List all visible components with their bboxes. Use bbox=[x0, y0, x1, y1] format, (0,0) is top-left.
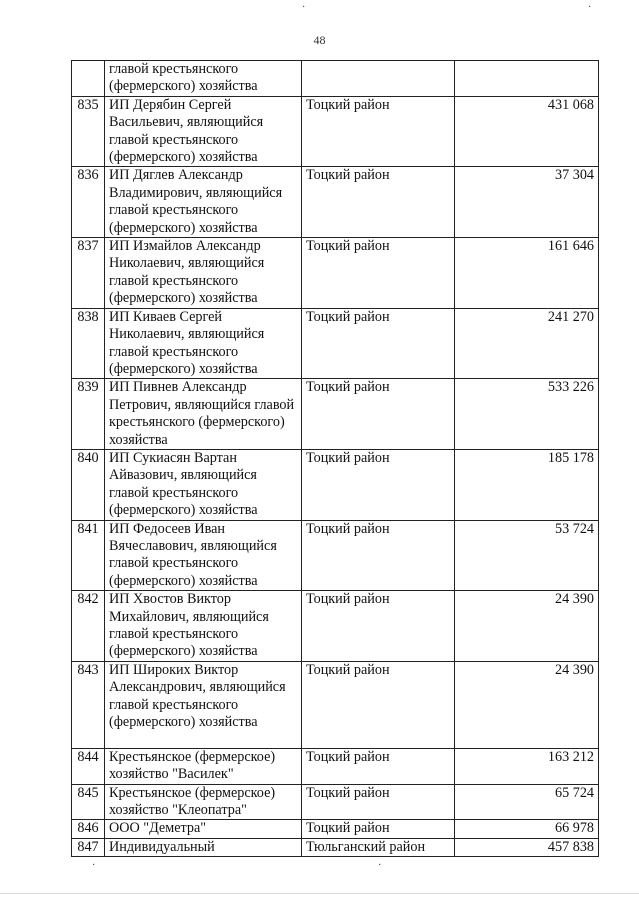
row-recipient-name: ИП Измайлов Александр Николаевич, являющийся главой крестьянского (фермерского) хозяйства bbox=[105, 238, 302, 309]
table-row bbox=[72, 379, 599, 450]
row-recipient-name: Индивидуальный bbox=[105, 838, 302, 856]
table-row bbox=[72, 61, 599, 97]
table-row bbox=[72, 308, 599, 379]
row-recipient-name: ИП Сукиасян Вартан Айвазович, являющийся главой крестьянского (фермерского) хозяйства bbox=[105, 449, 302, 520]
row-district: Тоцкий район bbox=[302, 661, 455, 748]
row-amount: 431 068 bbox=[455, 96, 599, 167]
table-row bbox=[72, 748, 599, 784]
row-amount: 24 390 bbox=[455, 591, 599, 662]
row-district: Тоцкий район bbox=[302, 820, 455, 838]
scan-edge-line bbox=[0, 893, 639, 894]
row-recipient-name: ИП Федосеев Иван Вячеславович, являющийся главой крестьянского (фермерского) хозяйства bbox=[105, 520, 302, 591]
row-recipient-name: ИП Дяглев Александр Владимирович, являющийся главой крестьянского (фермерского) хозяйства bbox=[105, 167, 302, 238]
row-number: 846 bbox=[72, 820, 105, 838]
row-district: Тюльганский район bbox=[302, 838, 455, 856]
row-number: 847 bbox=[72, 838, 105, 856]
row-district: Тоцкий район bbox=[302, 449, 455, 520]
row-amount: 163 212 bbox=[455, 748, 599, 784]
row-recipient-name: ИП Дерябин Сергей Васильевич, являющийся главой крестьянского (фермерского) хозяйства bbox=[105, 96, 302, 167]
scan-speck: · bbox=[92, 860, 96, 871]
scan-speck: · bbox=[588, 2, 592, 13]
row-number: 838 bbox=[72, 308, 105, 379]
row-district: Тоцкий район bbox=[302, 379, 455, 450]
table-row bbox=[72, 96, 599, 167]
row-district: Тоцкий район bbox=[302, 591, 455, 662]
table-row bbox=[72, 591, 599, 662]
row-recipient-name: ИП Широких Виктор Александрович, являющийся главой крестьянского (фермерского) хозяйства bbox=[105, 661, 302, 748]
registry-table bbox=[71, 60, 599, 857]
row-amount: 241 270 bbox=[455, 308, 599, 379]
row-district bbox=[302, 61, 455, 97]
row-district: Тоцкий район bbox=[302, 784, 455, 820]
row-recipient-name: ИП Хвостов Виктор Михайлович, являющийся главой крестьянского (фермерского) хозяйства bbox=[105, 591, 302, 662]
row-amount: 185 178 bbox=[455, 449, 599, 520]
row-district: Тоцкий район bbox=[302, 238, 455, 309]
row-amount: 533 226 bbox=[455, 379, 599, 450]
row-number: 835 bbox=[72, 96, 105, 167]
row-amount: 457 838 bbox=[455, 838, 599, 856]
row-district: Тоцкий район bbox=[302, 96, 455, 167]
table-row bbox=[72, 449, 599, 520]
table-row bbox=[72, 661, 599, 748]
row-number: 841 bbox=[72, 520, 105, 591]
table-row bbox=[72, 520, 599, 591]
row-amount bbox=[455, 61, 599, 97]
row-number: 837 bbox=[72, 238, 105, 309]
row-recipient-name: ИП Пивнев Александр Петрович, являющийся главой крестьянского (фермерского) хозяйства bbox=[105, 379, 302, 450]
row-number: 836 bbox=[72, 167, 105, 238]
row-district: Тоцкий район bbox=[302, 308, 455, 379]
row-district: Тоцкий район bbox=[302, 520, 455, 591]
scan-speck: · bbox=[378, 860, 382, 871]
scan-speck: · bbox=[302, 2, 306, 13]
row-amount: 53 724 bbox=[455, 520, 599, 591]
row-district: Тоцкий район bbox=[302, 167, 455, 238]
row-number: 845 bbox=[72, 784, 105, 820]
row-recipient-name: Крестьянское (фермерское) хозяйство "Василек" bbox=[105, 748, 302, 784]
row-recipient-name: Крестьянское (фермерское) хозяйство "Клеопатра" bbox=[105, 784, 302, 820]
row-recipient-name: главой крестьянского (фермерского) хозяйства bbox=[105, 61, 302, 97]
row-number: 842 bbox=[72, 591, 105, 662]
table-row bbox=[72, 238, 599, 309]
row-number: 840 bbox=[72, 449, 105, 520]
table-row bbox=[72, 820, 599, 838]
row-amount: 24 390 bbox=[455, 661, 599, 748]
row-recipient-name: ИП Киваев Сергей Николаевич, являющийся главой крестьянского (фермерского) хозяйства bbox=[105, 308, 302, 379]
row-number: 843 bbox=[72, 661, 105, 748]
row-amount: 65 724 bbox=[455, 784, 599, 820]
table-row bbox=[72, 838, 599, 856]
row-recipient-name: ООО "Деметра" bbox=[105, 820, 302, 838]
table-row bbox=[72, 167, 599, 238]
row-amount: 37 304 bbox=[455, 167, 599, 238]
table-row bbox=[72, 784, 599, 820]
row-number: 839 bbox=[72, 379, 105, 450]
row-amount: 66 978 bbox=[455, 820, 599, 838]
row-amount: 161 646 bbox=[455, 238, 599, 309]
row-district: Тоцкий район bbox=[302, 748, 455, 784]
row-number bbox=[72, 61, 105, 97]
page-number: 48 bbox=[313, 33, 326, 47]
row-number: 844 bbox=[72, 748, 105, 784]
